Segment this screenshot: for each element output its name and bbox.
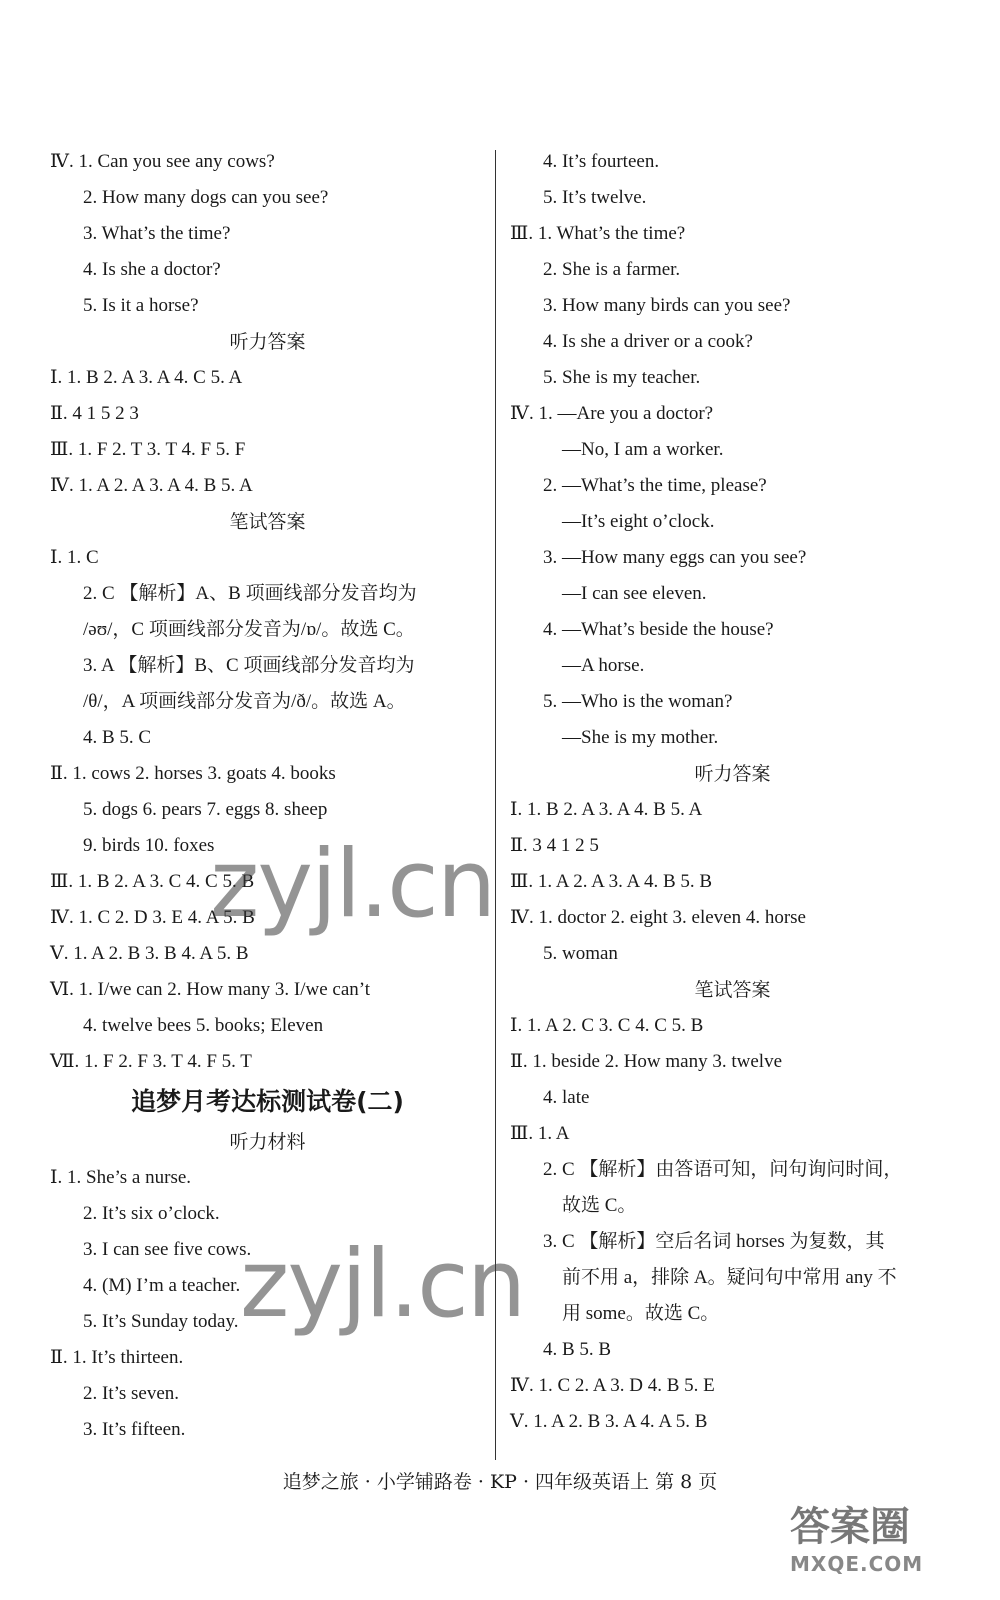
answer-line: 3. What’s the time?: [83, 223, 231, 244]
site-logo: [790, 1495, 970, 1595]
answer-line: 5. It’s Sunday today.: [83, 1311, 239, 1332]
answer-line: Ⅲ. 1. B 2. A 3. C 4. C 5. B: [50, 871, 255, 892]
answer-line: 9. birds 10. foxes: [83, 835, 215, 856]
answer-line: 2. It’s six o’clock.: [83, 1203, 220, 1224]
answer-line: Ⅳ. 1. —Are you a doctor?: [510, 403, 714, 424]
answer-line: Ⅳ. 1. doctor 2. eight 3. eleven 4. horse: [510, 907, 806, 928]
answer-line: Ⅰ. 1. She’s a nurse.: [50, 1167, 192, 1188]
answer-line: Ⅴ. 1. A 2. B 3. B 4. A 5. B: [50, 943, 249, 964]
answer-line: 3. How many birds can you see?: [543, 295, 791, 316]
answer-line: —A horse.: [562, 655, 645, 676]
answer-line: Ⅰ. 1. C: [50, 547, 99, 568]
answer-line: /θ/，A 项画线部分发音为/ð/。故选 A。: [83, 691, 406, 712]
answer-line: Ⅰ. 1. B 2. A 3. A 4. B 5. A: [510, 799, 703, 820]
answer-line: Ⅰ. 1. B 2. A 3. A 4. C 5. A: [50, 367, 243, 388]
answer-line: Ⅳ. 1. Can you see any cows?: [50, 151, 275, 172]
answer-line: 4. It’s fourteen.: [543, 151, 660, 172]
answer-line: Ⅱ. 1. beside 2. How many 3. twelve: [510, 1051, 783, 1072]
answer-line: 3. C 【解析】空后名词 horses 为复数，其: [543, 1231, 885, 1252]
answer-line: 2. How many dogs can you see?: [83, 187, 329, 208]
answer-line: 前不用 a，排除 A。疑问句中常用 any 不: [562, 1267, 897, 1288]
answer-line: 2. She is a farmer.: [543, 259, 681, 280]
right-column: [510, 144, 955, 1440]
answer-line: 4. (M) I’m a teacher.: [83, 1275, 241, 1296]
watermark-text: zyjl.cn: [210, 830, 495, 939]
answer-line: 3. It’s fifteen.: [83, 1419, 186, 1440]
answer-line: 5. She is my teacher.: [543, 367, 701, 388]
answer-line: —No, I am a worker.: [562, 439, 724, 460]
answer-line: Ⅶ. 1. F 2. F 3. T 4. F 5. T: [50, 1051, 252, 1072]
section-heading: 听力材料: [229, 1131, 306, 1153]
answer-line: 5. Is it a horse?: [83, 295, 199, 316]
answer-line: 2. It’s seven.: [83, 1383, 180, 1404]
answer-line: Ⅱ. 1. cows 2. horses 3. goats 4. books: [50, 763, 336, 784]
answer-line: Ⅱ. 4 1 5 2 3: [50, 403, 139, 424]
answer-line: Ⅳ. 1. C 2. D 3. E 4. A 5. B: [50, 907, 255, 928]
answer-line: 3. A 【解析】B、C 项画线部分发音均为: [83, 655, 415, 676]
answer-line: 5. dogs 6. pears 7. eggs 8. sheep: [83, 799, 328, 820]
answer-line: Ⅵ. 1. I/we can 2. How many 3. I/we can’t: [50, 979, 371, 1000]
page-footer: 追梦之旅 · 小学铺路卷 · KP · 四年级英语上 第 8 页: [282, 1471, 718, 1493]
answer-line: —She is my mother.: [562, 727, 719, 748]
watermark-text: zyjl.cn: [240, 1230, 525, 1339]
answer-line: 4. B 5. B: [543, 1339, 612, 1360]
answer-line: Ⅳ. 1. A 2. A 3. A 4. B 5. A: [50, 475, 253, 496]
section-heading: 笔试答案: [694, 979, 771, 1001]
answer-line: 5. woman: [543, 943, 618, 964]
answer-line: Ⅲ. 1. What’s the time?: [510, 223, 686, 244]
answer-line: 3. —How many eggs can you see?: [543, 547, 807, 568]
answer-line: 3. I can see five cows.: [83, 1239, 252, 1260]
answer-line: Ⅳ. 1. C 2. A 3. D 4. B 5. E: [510, 1375, 715, 1396]
answer-line: 4. Is she a doctor?: [83, 259, 221, 280]
logo-title: 答案圈: [790, 1504, 910, 1550]
answer-line: Ⅰ. 1. A 2. C 3. C 4. C 5. B: [510, 1015, 704, 1036]
logo-url: MXQE.COM: [790, 1552, 924, 1576]
answer-line: 4. Is she a driver or a cook?: [543, 331, 753, 352]
answer-line: 用 some。故选 C。: [562, 1303, 720, 1324]
answer-line: 4. twelve bees 5. books; Eleven: [83, 1015, 324, 1036]
answer-line: 4. late: [543, 1087, 590, 1108]
answer-line: 4. —What’s beside the house?: [543, 619, 774, 640]
answer-line: 2. C 【解析】由答语可知，问句询问时间，: [543, 1159, 903, 1180]
answer-line: 4. B 5. C: [83, 727, 152, 748]
answer-line: 2. C 【解析】A、B 项画线部分发音均为: [83, 583, 417, 604]
section-heading: 听力答案: [229, 331, 306, 353]
answer-line: 5. —Who is the woman?: [543, 691, 733, 712]
answer-line: Ⅱ. 1. It’s thirteen.: [50, 1347, 184, 1368]
section-heading: 听力答案: [694, 763, 771, 785]
answer-line: Ⅲ. 1. A: [510, 1123, 570, 1144]
answer-line: 2. —What’s the time, please?: [543, 475, 767, 496]
answer-line: —I can see eleven.: [562, 583, 707, 604]
test-title: 追梦月考达标测试卷(二): [131, 1087, 404, 1116]
answer-line: Ⅴ. 1. A 2. B 3. A 4. A 5. B: [510, 1411, 708, 1432]
section-heading: 笔试答案: [229, 511, 306, 533]
answer-line: Ⅲ. 1. A 2. A 3. A 4. B 5. B: [510, 871, 713, 892]
answer-line: 故选 C。: [562, 1195, 637, 1216]
answer-line: —It’s eight o’clock.: [562, 511, 715, 532]
answer-line: Ⅲ. 1. F 2. T 3. T 4. F 5. F: [50, 439, 246, 460]
answer-line: Ⅱ. 3 4 1 2 5: [510, 835, 599, 856]
answer-line: 5. It’s twelve.: [543, 187, 647, 208]
answer-line: /əʊ/，C 项画线部分发音为/ɒ/。故选 C。: [83, 619, 415, 640]
